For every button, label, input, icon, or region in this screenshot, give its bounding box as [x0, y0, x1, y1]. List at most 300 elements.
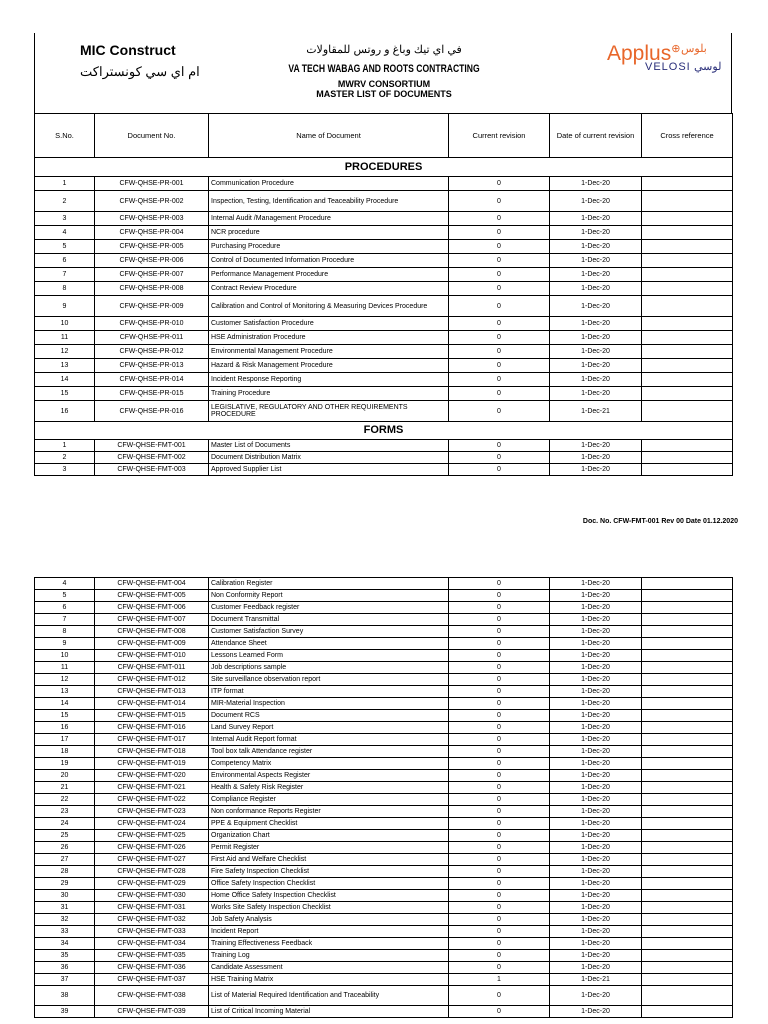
- revision-cell: 0: [449, 282, 550, 296]
- table-row: [35, 662, 733, 674]
- document-number-cell: CFW-QHSE-FMT-014: [95, 698, 209, 710]
- table-row: [35, 268, 733, 282]
- document-name-cell: Calibration Register: [209, 578, 449, 590]
- cross-reference-cell: [642, 317, 733, 331]
- document-number-cell: CFW-QHSE-PR-007: [95, 268, 209, 282]
- serial-number-cell: 16: [35, 401, 95, 422]
- cross-reference-cell: [642, 974, 733, 986]
- cross-reference-cell: [642, 1006, 733, 1018]
- revision-date-cell: 1-Dec-20: [550, 926, 642, 938]
- document-name-cell: Incident Response Reporting: [209, 373, 449, 387]
- revision-date-cell: 1-Dec-20: [550, 296, 642, 317]
- revision-cell: 0: [449, 177, 550, 191]
- revision-date-cell: 1-Dec-20: [550, 686, 642, 698]
- revision-cell: 0: [449, 650, 550, 662]
- revision-cell: 0: [449, 662, 550, 674]
- revision-date-cell: 1-Dec-20: [550, 317, 642, 331]
- serial-number-cell: 20: [35, 770, 95, 782]
- document-number-cell: CFW-QHSE-FMT-027: [95, 854, 209, 866]
- serial-number-cell: 5: [35, 240, 95, 254]
- revision-cell: 0: [449, 212, 550, 226]
- document-number-cell: CFW-QHSE-FMT-036: [95, 962, 209, 974]
- revision-date-cell: 1-Dec-20: [550, 746, 642, 758]
- document-number-cell: CFW-QHSE-FMT-003: [95, 464, 209, 476]
- document-number-cell: CFW-QHSE-FMT-002: [95, 452, 209, 464]
- cross-reference-cell: [642, 590, 733, 602]
- document-number-cell: CFW-QHSE-FMT-025: [95, 830, 209, 842]
- document-number-cell: CFW-QHSE-FMT-034: [95, 938, 209, 950]
- document-name-cell: Communication Procedure: [209, 177, 449, 191]
- revision-date-cell: 1-Dec-20: [550, 986, 642, 1006]
- velosi-logo-arabic: لوسي: [694, 61, 722, 73]
- document-name-cell: Training Effectiveness Feedback: [209, 938, 449, 950]
- cross-reference-cell: [642, 710, 733, 722]
- revision-cell: 0: [449, 452, 550, 464]
- document-name-cell: Organization Chart: [209, 830, 449, 842]
- cross-reference-cell: [642, 770, 733, 782]
- document-name-cell: Compliance Register: [209, 794, 449, 806]
- table-row: [35, 212, 733, 226]
- revision-date-cell: 1-Dec-20: [550, 794, 642, 806]
- revision-date-cell: 1-Dec-20: [550, 830, 642, 842]
- revision-date-cell: 1-Dec-20: [550, 890, 642, 902]
- serial-number-cell: 22: [35, 794, 95, 806]
- applus-logo-arabic: بلوس: [681, 43, 707, 55]
- revision-cell: 0: [449, 794, 550, 806]
- document-number-cell: CFW-QHSE-PR-001: [95, 177, 209, 191]
- section-row: [35, 422, 733, 440]
- revision-date-cell: 1-Dec-20: [550, 710, 642, 722]
- revision-date-cell: 1-Dec-20: [550, 650, 642, 662]
- serial-number-cell: 21: [35, 782, 95, 794]
- partner-name: VA TECH WABAG AND ROOTS CONTRACTING: [288, 63, 480, 75]
- table-row: [35, 650, 733, 662]
- cross-reference-cell: [642, 254, 733, 268]
- document-number-cell: CFW-QHSE-FMT-011: [95, 662, 209, 674]
- document-number-cell: CFW-QHSE-PR-004: [95, 226, 209, 240]
- cross-reference-cell: [642, 950, 733, 962]
- cross-reference-cell: [642, 866, 733, 878]
- revision-cell: 0: [449, 317, 550, 331]
- document-name-cell: Home Office Safety Inspection Checklist: [209, 890, 449, 902]
- table-row: [35, 818, 733, 830]
- applus-plus-icon: ⊕: [671, 43, 681, 55]
- document-name-cell: Master List of Documents: [209, 440, 449, 452]
- cross-reference-cell: [642, 662, 733, 674]
- footer-doc-number: Doc. No. CFW-FMT-001 Rev 00 Date 01.12.2020: [582, 518, 738, 525]
- cross-reference-cell: [642, 268, 733, 282]
- document-name-cell: Non Conformity Report: [209, 590, 449, 602]
- serial-number-cell: 13: [35, 359, 95, 373]
- serial-number-cell: 8: [35, 626, 95, 638]
- column-header-current-revision: Current revision: [449, 114, 550, 158]
- serial-number-cell: 12: [35, 345, 95, 359]
- revision-date-cell: 1-Dec-20: [550, 842, 642, 854]
- document-name-cell: PPE & Equipment Checklist: [209, 818, 449, 830]
- document-number-cell: CFW-QHSE-FMT-006: [95, 602, 209, 614]
- document-number-cell: CFW-QHSE-FMT-020: [95, 770, 209, 782]
- cross-reference-cell: [642, 602, 733, 614]
- serial-number-cell: 2: [35, 191, 95, 212]
- document-name-cell: Customer Satisfaction Survey: [209, 626, 449, 638]
- revision-date-cell: 1-Dec-20: [550, 254, 642, 268]
- table-row: [35, 296, 733, 317]
- serial-number-cell: 12: [35, 674, 95, 686]
- revision-cell: 0: [449, 866, 550, 878]
- document-number-cell: CFW-QHSE-FMT-005: [95, 590, 209, 602]
- document-name-cell: Health & Safety Risk Register: [209, 782, 449, 794]
- document-number-cell: CFW-QHSE-PR-011: [95, 331, 209, 345]
- table-row: [35, 254, 733, 268]
- table-row: [35, 359, 733, 373]
- revision-cell: 1: [449, 974, 550, 986]
- serial-number-cell: 4: [35, 226, 95, 240]
- serial-number-cell: 34: [35, 938, 95, 950]
- revision-date-cell: 1-Dec-20: [550, 240, 642, 254]
- document-number-cell: CFW-QHSE-FMT-030: [95, 890, 209, 902]
- table-row: [35, 282, 733, 296]
- document-number-cell: CFW-QHSE-FMT-023: [95, 806, 209, 818]
- revision-cell: 0: [449, 387, 550, 401]
- revision-cell: 0: [449, 401, 550, 422]
- serial-number-cell: 27: [35, 854, 95, 866]
- column-header-cross-reference: Cross reference: [642, 114, 733, 158]
- document-number-cell: CFW-QHSE-FMT-024: [95, 818, 209, 830]
- document-name-cell: Document RCS: [209, 710, 449, 722]
- serial-number-cell: 11: [35, 331, 95, 345]
- revision-cell: 0: [449, 890, 550, 902]
- revision-date-cell: 1-Dec-20: [550, 962, 642, 974]
- cross-reference-cell: [642, 387, 733, 401]
- revision-date-cell: 1-Dec-20: [550, 662, 642, 674]
- document-name-cell: Job descriptions sample: [209, 662, 449, 674]
- document-name-cell: Customer Feedback register: [209, 602, 449, 614]
- document-name-cell: First Aid and Welfare Checklist: [209, 854, 449, 866]
- applus-logo: Applus⊕: [607, 42, 681, 65]
- cross-reference-cell: [642, 794, 733, 806]
- cross-reference-cell: [642, 296, 733, 317]
- revision-date-cell: 1-Dec-20: [550, 866, 642, 878]
- serial-number-cell: 13: [35, 686, 95, 698]
- table-row: [35, 914, 733, 926]
- revision-date-cell: 1-Dec-20: [550, 770, 642, 782]
- column-header-row: [35, 114, 733, 158]
- table-row: [35, 674, 733, 686]
- document-name-cell: Competency Matrix: [209, 758, 449, 770]
- cross-reference-cell: [642, 842, 733, 854]
- revision-cell: 0: [449, 902, 550, 914]
- cross-reference-cell: [642, 282, 733, 296]
- revision-cell: 0: [449, 830, 550, 842]
- serial-number-cell: 32: [35, 914, 95, 926]
- document-name-cell: Lessons Learned Form: [209, 650, 449, 662]
- serial-number-cell: 18: [35, 746, 95, 758]
- document-number-cell: CFW-QHSE-FMT-022: [95, 794, 209, 806]
- revision-cell: 0: [449, 938, 550, 950]
- document-name-cell: Approved Supplier List: [209, 464, 449, 476]
- revision-cell: 0: [449, 638, 550, 650]
- revision-date-cell: 1-Dec-20: [550, 387, 642, 401]
- revision-date-cell: 1-Dec-20: [550, 452, 642, 464]
- serial-number-cell: 36: [35, 962, 95, 974]
- document-number-cell: CFW-QHSE-PR-010: [95, 317, 209, 331]
- document-number-cell: CFW-QHSE-FMT-016: [95, 722, 209, 734]
- document-name-cell: Performance Management Procedure: [209, 268, 449, 282]
- document-name-cell: Environmental Management Procedure: [209, 345, 449, 359]
- serial-number-cell: 23: [35, 806, 95, 818]
- table-row: [35, 452, 733, 464]
- cross-reference-cell: [642, 734, 733, 746]
- revision-date-cell: 1-Dec-21: [550, 974, 642, 986]
- cross-reference-cell: [642, 914, 733, 926]
- document-name-cell: Document Transmittal: [209, 614, 449, 626]
- revision-cell: 0: [449, 842, 550, 854]
- serial-number-cell: 35: [35, 950, 95, 962]
- revision-date-cell: 1-Dec-20: [550, 878, 642, 890]
- document-name-cell: Internal Audit /Management Procedure: [209, 212, 449, 226]
- serial-number-cell: 30: [35, 890, 95, 902]
- serial-number-cell: 39: [35, 1006, 95, 1018]
- revision-date-cell: 1-Dec-20: [550, 464, 642, 476]
- table-row: [35, 373, 733, 387]
- revision-date-cell: 1-Dec-20: [550, 177, 642, 191]
- column-header-sno: S.No.: [35, 114, 95, 158]
- serial-number-cell: 33: [35, 926, 95, 938]
- cross-reference-cell: [642, 440, 733, 452]
- document-name-cell: Document Distribution Matrix: [209, 452, 449, 464]
- revision-cell: 0: [449, 854, 550, 866]
- serial-number-cell: 31: [35, 902, 95, 914]
- consortium-name: MWRV CONSORTIUM: [337, 79, 431, 89]
- document-name-cell: Candidate Assessment: [209, 962, 449, 974]
- serial-number-cell: 7: [35, 268, 95, 282]
- serial-number-cell: 1: [35, 440, 95, 452]
- serial-number-cell: 5: [35, 590, 95, 602]
- cross-reference-cell: [642, 818, 733, 830]
- table-row: [35, 638, 733, 650]
- serial-number-cell: 7: [35, 614, 95, 626]
- table-row: [35, 890, 733, 902]
- table-row: [35, 926, 733, 938]
- company-name-arabic: ام اي سي كونستراكت: [80, 64, 200, 79]
- serial-number-cell: 4: [35, 578, 95, 590]
- revision-cell: 0: [449, 464, 550, 476]
- revision-cell: 0: [449, 914, 550, 926]
- cross-reference-cell: [642, 401, 733, 422]
- table-row: [35, 226, 733, 240]
- table-row: [35, 746, 733, 758]
- table-row: [35, 578, 733, 590]
- cross-reference-cell: [642, 373, 733, 387]
- section-heading: PROCEDURES: [35, 158, 733, 177]
- revision-cell: 0: [449, 268, 550, 282]
- revision-cell: 0: [449, 770, 550, 782]
- revision-date-cell: 1-Dec-20: [550, 590, 642, 602]
- revision-cell: 0: [449, 602, 550, 614]
- serial-number-cell: 9: [35, 296, 95, 317]
- revision-cell: 0: [449, 296, 550, 317]
- cross-reference-cell: [642, 359, 733, 373]
- document-name-cell: Job Safety Analysis: [209, 914, 449, 926]
- table-row: [35, 794, 733, 806]
- table-row: [35, 986, 733, 1006]
- cross-reference-cell: [642, 686, 733, 698]
- table-row: [35, 758, 733, 770]
- table-row: [35, 830, 733, 842]
- serial-number-cell: 10: [35, 650, 95, 662]
- revision-cell: 0: [449, 926, 550, 938]
- revision-date-cell: 1-Dec-20: [550, 268, 642, 282]
- table-row: [35, 317, 733, 331]
- serial-number-cell: 2: [35, 452, 95, 464]
- cross-reference-cell: [642, 578, 733, 590]
- document-name-cell: Site surveillance observation report: [209, 674, 449, 686]
- revision-date-cell: 1-Dec-20: [550, 331, 642, 345]
- table-row: [35, 614, 733, 626]
- table-row: [35, 401, 733, 422]
- document-name-cell: Training Log: [209, 950, 449, 962]
- document-name-cell: Hazard & Risk Management Procedure: [209, 359, 449, 373]
- document-number-cell: CFW-QHSE-FMT-031: [95, 902, 209, 914]
- revision-date-cell: 1-Dec-20: [550, 578, 642, 590]
- document-name-cell: Environmental Aspects Register: [209, 770, 449, 782]
- revision-date-cell: 1-Dec-20: [550, 806, 642, 818]
- table-row: [35, 782, 733, 794]
- revision-cell: 0: [449, 734, 550, 746]
- revision-cell: 0: [449, 758, 550, 770]
- serial-number-cell: 14: [35, 373, 95, 387]
- document-name-cell: List of Material Required Identification and Traceability: [209, 986, 449, 1006]
- cross-reference-cell: [642, 614, 733, 626]
- serial-number-cell: 1: [35, 177, 95, 191]
- column-header-revision-date: Date of current revision: [550, 114, 642, 158]
- cross-reference-cell: [642, 902, 733, 914]
- serial-number-cell: 17: [35, 734, 95, 746]
- serial-number-cell: 8: [35, 282, 95, 296]
- table-row: [35, 854, 733, 866]
- serial-number-cell: 6: [35, 602, 95, 614]
- serial-number-cell: 37: [35, 974, 95, 986]
- forms-continued-table: [34, 577, 733, 1018]
- document-number-cell: CFW-QHSE-FMT-035: [95, 950, 209, 962]
- cross-reference-cell: [642, 626, 733, 638]
- serial-number-cell: 25: [35, 830, 95, 842]
- partner-name-arabic: في اي تيك وباغ و روتس للمقاولات: [306, 44, 462, 56]
- serial-number-cell: 24: [35, 818, 95, 830]
- company-name: MIC Construct: [80, 42, 176, 58]
- document-name-cell: Control of Documented Information Procedure: [209, 254, 449, 268]
- revision-date-cell: 1-Dec-20: [550, 282, 642, 296]
- document-number-cell: CFW-QHSE-PR-003: [95, 212, 209, 226]
- revision-cell: 0: [449, 614, 550, 626]
- table-row: [35, 878, 733, 890]
- table-row: [35, 698, 733, 710]
- revision-date-cell: 1-Dec-21: [550, 401, 642, 422]
- table-row: [35, 191, 733, 212]
- document-name-cell: Fire Safety Inspection Checklist: [209, 866, 449, 878]
- revision-date-cell: 1-Dec-20: [550, 191, 642, 212]
- revision-cell: 0: [449, 191, 550, 212]
- document-name-cell: Incident Report: [209, 926, 449, 938]
- document-name-cell: NCR procedure: [209, 226, 449, 240]
- document-name-cell: Calibration and Control of Monitoring & Measuring Devices Procedure: [209, 296, 449, 317]
- cross-reference-cell: [642, 650, 733, 662]
- revision-cell: 0: [449, 698, 550, 710]
- revision-cell: 0: [449, 359, 550, 373]
- revision-cell: 0: [449, 818, 550, 830]
- serial-number-cell: 16: [35, 722, 95, 734]
- table-row: [35, 734, 733, 746]
- table-row: [35, 626, 733, 638]
- document-number-cell: CFW-QHSE-FMT-012: [95, 674, 209, 686]
- document-name-cell: Office Safety Inspection Checklist: [209, 878, 449, 890]
- cross-reference-cell: [642, 212, 733, 226]
- serial-number-cell: 10: [35, 317, 95, 331]
- document-title: MASTER LIST OF DOCUMENTS: [316, 89, 452, 99]
- table-row: [35, 345, 733, 359]
- revision-date-cell: 1-Dec-20: [550, 345, 642, 359]
- cross-reference-cell: [642, 464, 733, 476]
- section-heading: FORMS: [35, 422, 733, 440]
- document-number-cell: CFW-QHSE-PR-016: [95, 401, 209, 422]
- cross-reference-cell: [642, 806, 733, 818]
- document-number-cell: CFW-QHSE-FMT-037: [95, 974, 209, 986]
- revision-date-cell: 1-Dec-20: [550, 698, 642, 710]
- document-number-cell: CFW-QHSE-PR-008: [95, 282, 209, 296]
- table-row: [35, 240, 733, 254]
- table-row: [35, 974, 733, 986]
- revision-cell: 0: [449, 686, 550, 698]
- revision-date-cell: 1-Dec-20: [550, 626, 642, 638]
- document-number-cell: CFW-QHSE-FMT-039: [95, 1006, 209, 1018]
- revision-date-cell: 1-Dec-20: [550, 818, 642, 830]
- document-name-cell: Customer Satisfaction Procedure: [209, 317, 449, 331]
- table-row: [35, 866, 733, 878]
- cross-reference-cell: [642, 722, 733, 734]
- document-name-cell: Inspection, Testing, Identification and Teaceability Procedure: [209, 191, 449, 212]
- table-row: [35, 902, 733, 914]
- document-name-cell: Non conformance Reports Register: [209, 806, 449, 818]
- cross-reference-cell: [642, 638, 733, 650]
- document-number-cell: CFW-QHSE-FMT-007: [95, 614, 209, 626]
- revision-cell: 0: [449, 674, 550, 686]
- cross-reference-cell: [642, 878, 733, 890]
- document-name-cell: Training Procedure: [209, 387, 449, 401]
- revision-cell: 0: [449, 1006, 550, 1018]
- serial-number-cell: 3: [35, 464, 95, 476]
- revision-date-cell: 1-Dec-20: [550, 782, 642, 794]
- document-number-cell: CFW-QHSE-PR-014: [95, 373, 209, 387]
- cross-reference-cell: [642, 240, 733, 254]
- cross-reference-cell: [642, 854, 733, 866]
- revision-cell: 0: [449, 722, 550, 734]
- cross-reference-cell: [642, 830, 733, 842]
- cross-reference-cell: [642, 986, 733, 1006]
- revision-cell: 0: [449, 440, 550, 452]
- master-list-table: [34, 113, 733, 476]
- revision-date-cell: 1-Dec-20: [550, 212, 642, 226]
- table-row: [35, 602, 733, 614]
- table-row: [35, 710, 733, 722]
- document-number-cell: CFW-QHSE-FMT-019: [95, 758, 209, 770]
- cross-reference-cell: [642, 345, 733, 359]
- document-number-cell: CFW-QHSE-FMT-017: [95, 734, 209, 746]
- revision-cell: 0: [449, 746, 550, 758]
- cross-reference-cell: [642, 674, 733, 686]
- document-number-cell: CFW-QHSE-FMT-029: [95, 878, 209, 890]
- revision-cell: 0: [449, 710, 550, 722]
- cross-reference-cell: [642, 191, 733, 212]
